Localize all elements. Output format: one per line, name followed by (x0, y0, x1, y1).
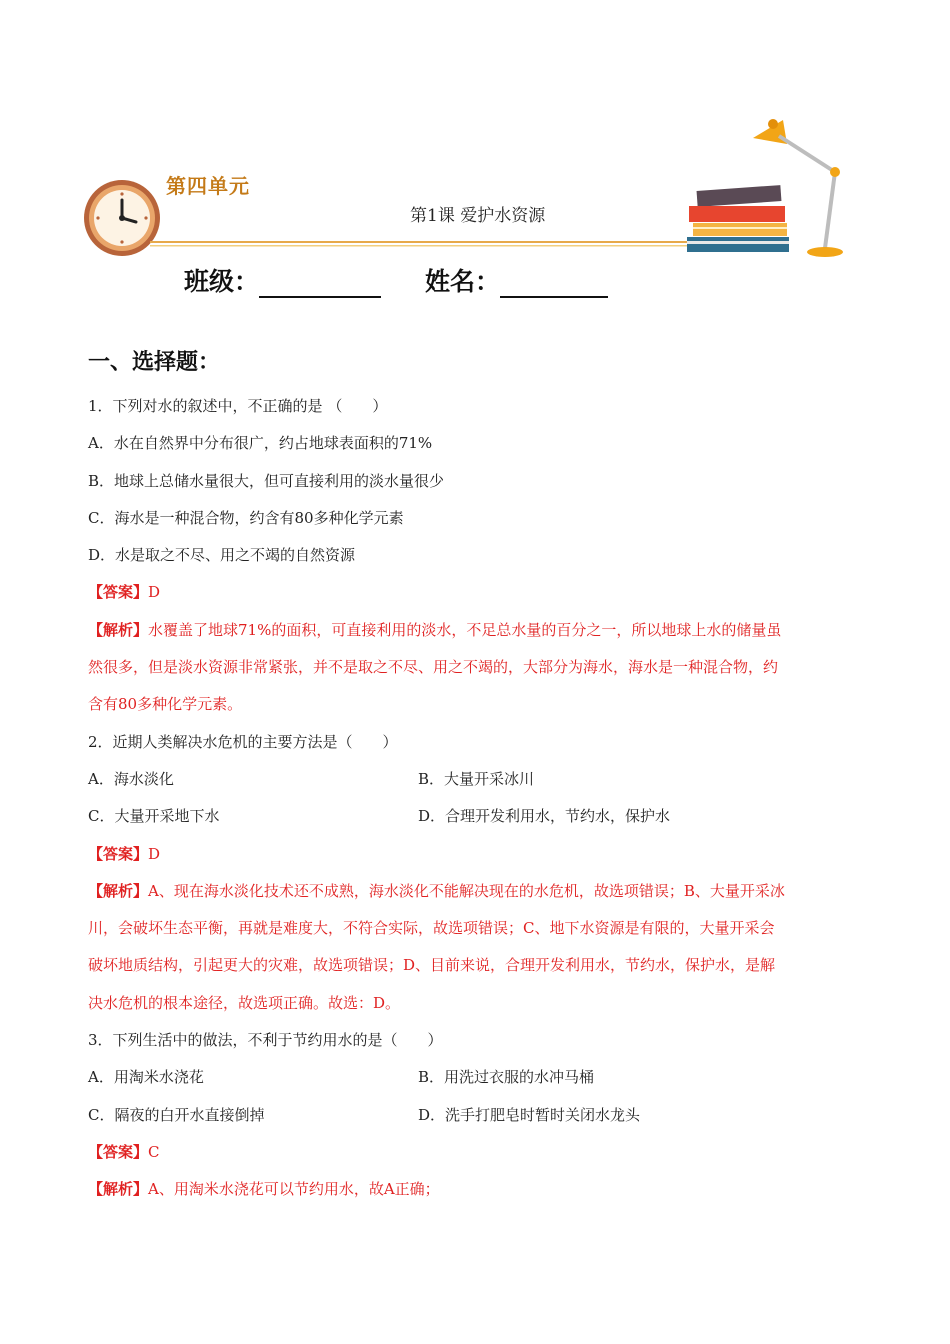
option: A．水在自然界中分布很广，约占地球表面积的71% (88, 434, 433, 453)
option: B．用洗过衣服的水冲马桶 (418, 1068, 595, 1087)
option: D．合理开发利用水，节约水，保护水 (418, 807, 671, 826)
section-title: 一、选择题： (88, 350, 221, 375)
option: C．隔夜的白开水直接倒掉 (88, 1105, 265, 1124)
analysis-text: 然很多，但是淡水资源非常紧张，并不是取之不尽、用之不竭的，大部分为海水，海水是一种混合物，约 (88, 658, 779, 677)
class-label: 班级： (184, 267, 260, 296)
option: C．大量开采地下水 (88, 807, 220, 826)
analysis-text: A、现在海水淡化技术还不成熟，海水淡化不能解决现在的水危机，故选项错误；B、大量开采冰 (148, 881, 785, 900)
student-info (184, 262, 608, 298)
option: A．海水淡化 (88, 769, 174, 788)
analysis-text: 决水危机的根本途径，故选项正确。故选：D。 (88, 993, 401, 1012)
analysis-line (88, 615, 868, 652)
option: D．水是取之不尽、用之不竭的自然资源 (88, 546, 356, 565)
name-blank[interactable] (500, 268, 608, 298)
analysis-tag: 【解析】 (88, 1180, 149, 1199)
option: C．海水是一种混合物，约含有80多种化学元素 (88, 508, 404, 527)
option: B．地球上总储水量很大，但可直接利用的淡水量很少 (88, 471, 445, 490)
answer-line (88, 839, 868, 876)
analysis-text: 含有80多种化学元素。 (88, 695, 243, 714)
name-label: 姓名： (425, 267, 501, 296)
question-stem: 1．下列对水的叙述中，不正确的是 （ ） (88, 397, 388, 415)
option-row (88, 801, 868, 838)
option-row (88, 1062, 868, 1099)
lesson-title: 第1课 爱护水资源 (410, 206, 546, 226)
option-row (88, 764, 868, 801)
class-blank[interactable] (259, 268, 381, 298)
answer-value: D (148, 583, 161, 602)
unit-title: 第四单元 (166, 174, 250, 198)
answer-tag: 【答案】 (88, 583, 149, 602)
analysis-tag: 【解析】 (88, 881, 149, 900)
question-list (88, 391, 868, 1212)
answer-line (88, 1137, 868, 1174)
answer-value: D (148, 844, 161, 863)
worksheet-header (0, 0, 950, 310)
books-lamp-illustration (675, 110, 865, 270)
analysis-text: A、用淘米水浇花可以节约用水，故A正确； (148, 1180, 440, 1199)
answer-value: C (148, 1142, 160, 1161)
analysis-text: 川，会破坏生态平衡，再就是难度大，不符合实际，故选项错误；C、地下水资源是有限的，大量开采会 (88, 919, 775, 938)
analysis-line (88, 876, 868, 913)
option-row (88, 1100, 868, 1137)
answer-tag: 【答案】 (88, 844, 149, 863)
header-divider (150, 240, 710, 248)
option: B．大量开采冰川 (418, 769, 535, 788)
question-stem: 3．下列生活中的做法，不利于节约用水的是（ ） (88, 1031, 443, 1050)
analysis-text: 水覆盖了地球71%的面积，可直接利用的淡水，不足总水量的百分之一，所以地球上水的储量虽 (148, 620, 782, 639)
analysis-tag: 【解析】 (88, 620, 149, 639)
option: A．用淘米水浇花 (88, 1068, 204, 1087)
analysis-line (88, 1174, 868, 1211)
answer-tag: 【答案】 (88, 1142, 149, 1161)
analysis-text: 破坏地质结构，引起更大的灾难，故选项错误；D、目前来说，合理开发利用水，节约水，保护水，是解 (88, 956, 776, 975)
answer-line (88, 577, 868, 614)
option: D．洗手打肥皂时暂时关闭水龙头 (418, 1105, 641, 1124)
question-stem: 2．近期人类解决水危机的主要方法是（ ） (88, 732, 398, 751)
